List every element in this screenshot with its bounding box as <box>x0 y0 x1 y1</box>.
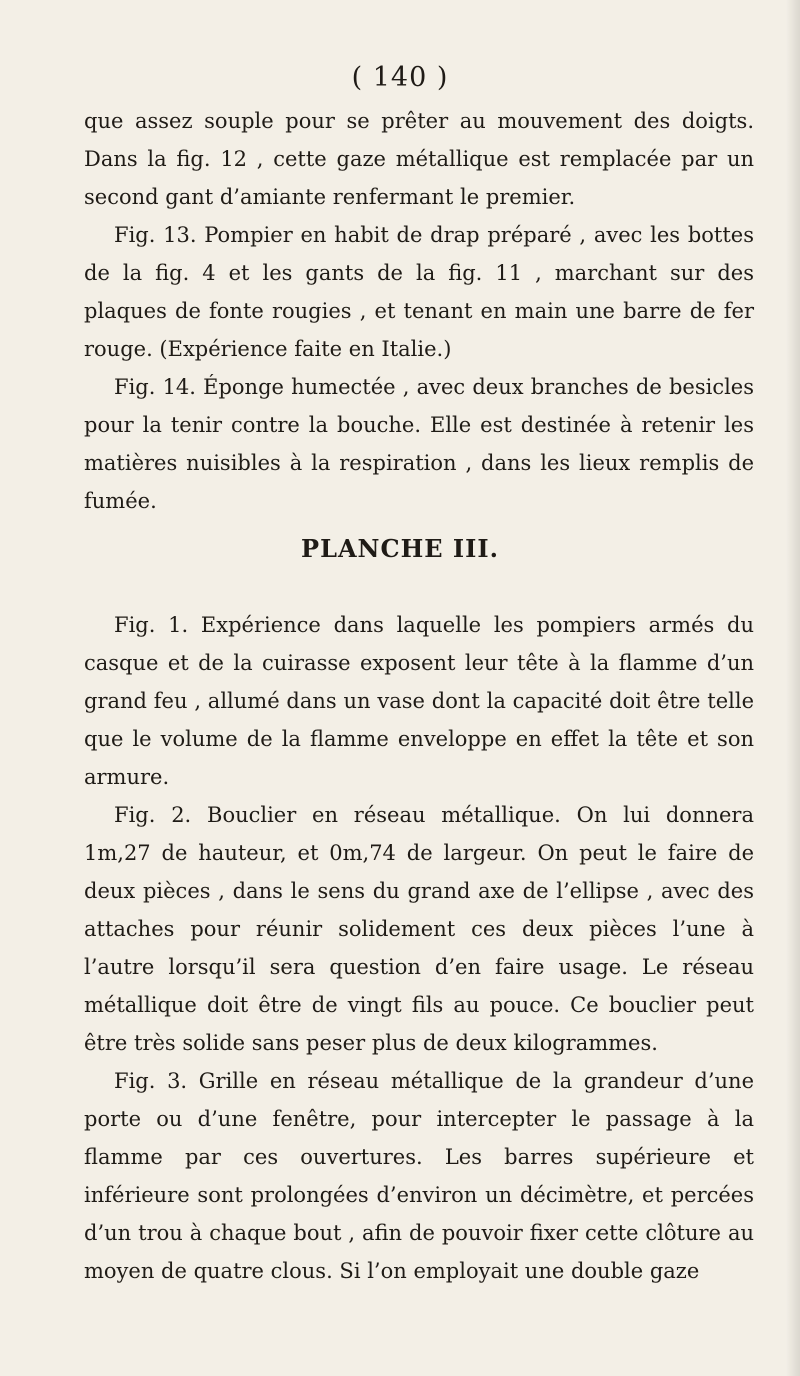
paragraph-fig-2: Fig. 2. Bouclier en réseau métallique. On lui donnera 1m,27 de hauteur, et 0m,74 de largeur. On peut le faire de deux pièces , dans le sens du grand axe de l’ellipse , avec des attaches pour réunir solidement ces deux pièces l’une à l’autre lorsqu’il sera question d’en faire usage. Le réseau métallique doit être de vingt fils au pouce. Ce bouclier peut être très solide sans peser plus de deux kilogrammes. <box>84 803 754 1055</box>
top-text-block <box>84 102 754 520</box>
paragraph-fig-13: Fig. 13. Pompier en habit de drap préparé , avec les bottes de la fig. 4 et les gants de la fig. 11 , marchant sur des plaques de fonte rougies , et tenant en main une barre de fer rouge. (Expérience faite en Italie.) <box>84 223 754 361</box>
page-edge-shadow <box>786 0 800 1376</box>
bottom-text-block <box>84 606 754 1290</box>
paragraph-fig-1: Fig. 1. Expérience dans laquelle les pompiers armés du casque et de la cuirasse exposent leur tête à la flamme d’un grand feu , allumé dans un vase dont la capacité doit être telle que le volume de la flamme enveloppe en effet la tête et son armure. <box>84 613 754 789</box>
paragraph-fig-14: Fig. 14. Éponge humectée , avec deux branches de besicles pour la tenir contre la bouche. Elle est destinée à retenir les matières nuisibles à la respiration , dans les lieux remplis de fumée. <box>84 375 754 513</box>
paragraph-fig-3: Fig. 3. Grille en réseau métallique de la grandeur d’une porte ou d’une fenêtre, pour intercepter le passage à la flamme par ces ouvertures. Les barres supérieure et inférieure sont prolongées d’environ un décimètre, et percées d’un trou à chaque bout , afin de pouvoir fixer cette clôture au moyen de quatre clous. Si l’on employait une double gaze <box>84 1069 754 1283</box>
page-number: ( 140 ) <box>351 62 449 93</box>
paragraph-continuation: que assez souple pour se prêter au mouvement des doigts. Dans la fig. 12 , cette gaze métallique est remplacée par un second gant d’amiante renfermant le premier. <box>84 109 754 209</box>
section-heading: PLANCHE III. <box>301 534 499 563</box>
